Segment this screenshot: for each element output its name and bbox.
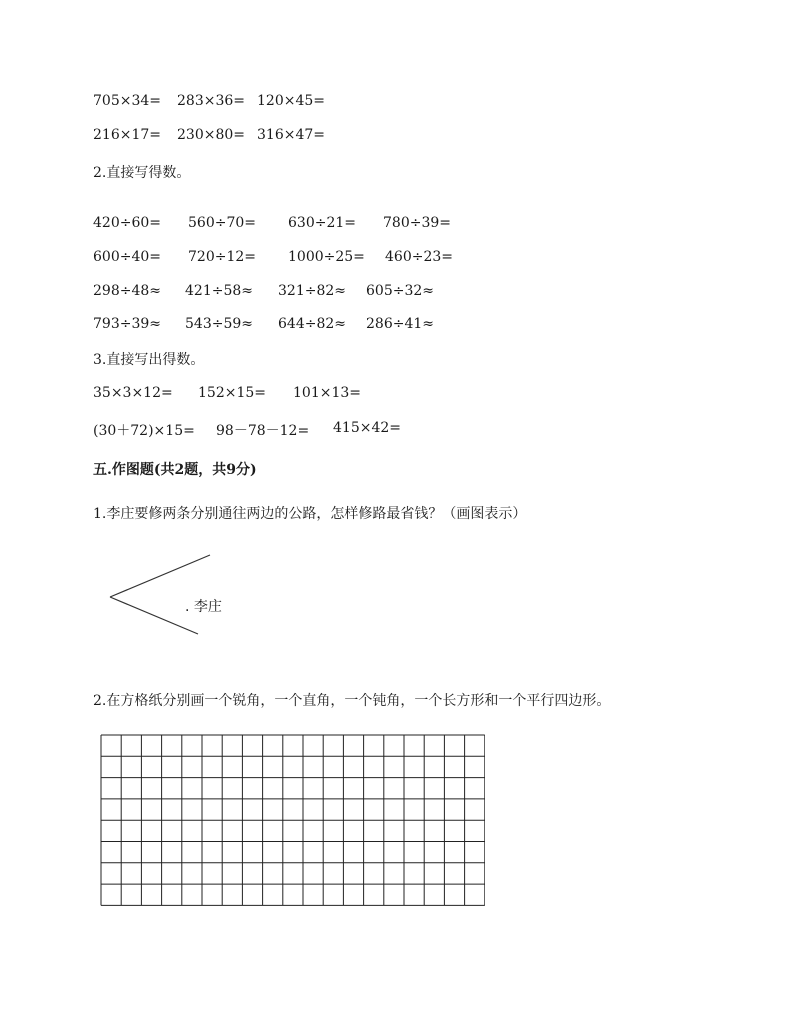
calc-item: 705×34= [93, 93, 161, 109]
calc-item: 415×42= [333, 420, 401, 436]
calc-item: 321÷82≈ [278, 283, 346, 299]
calc-item: 600÷40= [93, 249, 161, 265]
calc-item: 720÷12= [188, 249, 256, 265]
village-label: . 李庄 [185, 599, 222, 615]
section-5-title: 五.作图题(共2题，共9分) [93, 462, 257, 478]
road-angle-figure [100, 550, 240, 640]
calc-item: 35×3×12= [93, 385, 173, 401]
calc-item: (30＋72)×15= [93, 423, 195, 439]
calc-item: 230×80= [177, 127, 245, 143]
calc-item: 316×47= [257, 127, 325, 143]
question-3-heading: 3.直接写出得数。 [93, 352, 205, 368]
calc-item: 101×13= [293, 385, 361, 401]
drawing-question-1: 1.李庄要修两条分别通往两边的公路，怎样修路最省钱？（画图表示） [93, 506, 527, 522]
calc-item: 120×45= [257, 93, 325, 109]
calc-item: 560÷70= [188, 215, 256, 231]
calc-item: 543÷59≈ [185, 316, 253, 332]
calc-item: 605÷32≈ [366, 283, 434, 299]
grid-paper[interactable] [100, 734, 485, 908]
calc-item: 793÷39≈ [93, 316, 161, 332]
calc-item: 1000÷25= [288, 249, 365, 265]
calc-item: 98－78－12= [216, 423, 310, 439]
calc-item: 780÷39= [383, 215, 451, 231]
calc-item: 283×36= [177, 93, 245, 109]
calc-item: 460÷23= [385, 249, 453, 265]
calc-item: 286÷41≈ [366, 316, 434, 332]
road-upper-line [110, 555, 210, 597]
calc-item: 420÷60= [93, 215, 161, 231]
calc-item: 644÷82≈ [278, 316, 346, 332]
calc-item: 216×17= [93, 127, 161, 143]
calc-item: 152×15= [198, 385, 266, 401]
drawing-question-2: 2.在方格纸分别画一个锐角，一个直角，一个钝角，一个长方形和一个平行四边形。 [93, 693, 611, 709]
calc-item: 421÷58≈ [185, 283, 253, 299]
question-2-heading: 2.直接写得数。 [93, 165, 191, 181]
calc-item: 630÷21= [288, 215, 356, 231]
calc-item: 298÷48≈ [93, 283, 161, 299]
